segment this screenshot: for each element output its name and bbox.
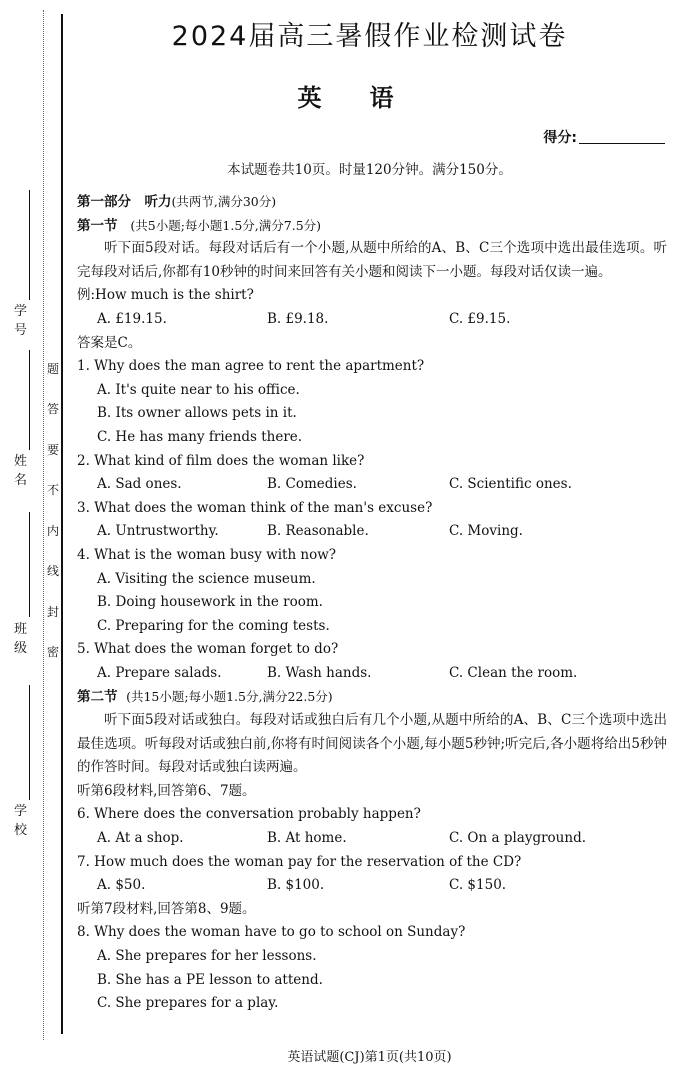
option-c: C. He has many friends there.: [97, 428, 303, 445]
option-c: C. Moving.: [449, 523, 523, 540]
margin-char: 号: [14, 323, 28, 338]
option-b: B. Its owner allows pets in it.: [97, 405, 297, 422]
margin-char: 级: [14, 641, 28, 656]
section2-note: (共15小题;每小题1.5分,满分22.5分): [126, 689, 333, 705]
option-b: B. Reasonable.: [267, 523, 369, 540]
option-c: C. She prepares for a play.: [97, 995, 279, 1012]
part-heading: 第一部分 听力: [77, 194, 172, 210]
option-c: C. On a playground.: [449, 830, 587, 847]
option-b: B. £9.18.: [267, 310, 329, 327]
seal-notice: [47, 360, 59, 660]
field-name: [14, 452, 27, 490]
question-2-options: [77, 473, 667, 497]
option-b: B. Doing housework in the room.: [97, 594, 323, 611]
option-b: B. Comedies.: [267, 476, 357, 493]
field-class: [14, 620, 27, 658]
margin-char: 线: [47, 564, 60, 579]
option-a: A. Prepare salads.: [97, 664, 222, 681]
part-note: (共两节,满分30分): [171, 194, 277, 209]
question-6: 6. Where does the conversation probably happen?: [77, 806, 421, 823]
page-footer: 英语试题(CJ)第1页(共10页): [287, 1050, 452, 1065]
margin-char: 答: [47, 402, 60, 417]
question-3-options: [77, 520, 667, 544]
material-6-note: 听第6段材料,回答第6、7题。: [77, 782, 256, 799]
score-label: 得分:: [543, 130, 577, 146]
field-line: [29, 512, 30, 617]
margin-char: 题: [47, 362, 60, 376]
question-3: 3. What does the woman think of the man's excuse?: [77, 499, 433, 516]
option-a: A. $50.: [97, 877, 146, 894]
section1-heading: 第一节: [77, 217, 118, 234]
question-7-options: [77, 874, 667, 898]
margin-char: 封: [47, 604, 60, 619]
option-a: A. It's quite near to his office.: [97, 381, 300, 398]
question-5: 5. What does the woman forget to do?: [77, 641, 339, 658]
section1-note: (共5小题;每小题1.5分,满分7.5分): [130, 217, 322, 233]
option-c: C. Clean the room.: [449, 664, 578, 681]
question-7: 7. How much does the woman pay for the reservation of the CD?: [77, 853, 522, 870]
field-school: [14, 802, 27, 840]
question-4: 4. What is the woman busy with now?: [77, 546, 337, 563]
option-a: A. At a shop.: [97, 830, 184, 847]
field-line: [29, 190, 30, 300]
section1-instructions: 听下面5段对话。每段对话后有一个小题,从题中所给的A、B、C三个选项中选出最佳选项。听完每段对话后,你都有10秒钟的时间来回答有关小题和阅读下一小题。每段对话仅读一遍。: [77, 240, 667, 280]
option-a: A. Visiting the science museum.: [97, 570, 316, 587]
field-student-id: [14, 302, 27, 340]
example-options: [77, 308, 667, 332]
margin-char: 内: [47, 523, 60, 538]
material-7-note: 听第7段材料,回答第8、9题。: [77, 900, 256, 917]
option-b: B. $100.: [267, 877, 325, 894]
question-1: 1. Why does the man agree to rent the apartment?: [77, 358, 425, 375]
option-a: A. Sad ones.: [97, 476, 182, 493]
exam-body: [77, 190, 667, 1016]
option-b: B. Wash hands.: [267, 664, 372, 681]
example-question: 例:How much is the shirt?: [77, 287, 254, 304]
section2-heading: 第二节: [77, 689, 118, 706]
margin-char: 班: [14, 622, 28, 637]
field-line: [29, 350, 30, 450]
section2-instructions: 听下面5段对话或独白。每段对话或独白后有几个小题,从题中所给的A、B、C三个选项中选出最佳选项。听每段对话或独白前,你将有时间阅读各个小题,每小题5秒钟;听完后,各小题将给出5秒钟的作答时间。每段对话或独白读两遍。: [77, 712, 667, 776]
option-b: B. At home.: [267, 830, 347, 847]
margin-char: 校: [14, 823, 28, 838]
exam-intro: 本试题卷共10页。时量120分钟。满分150分。: [227, 162, 512, 178]
question-2: 2. What kind of film does the woman like?: [77, 452, 365, 469]
margin-char: 名: [14, 473, 28, 488]
option-a: A. Untrustworthy.: [97, 523, 219, 540]
option-a: A. £19.15.: [97, 310, 167, 327]
option-a: A. She prepares for her lessons.: [97, 948, 317, 964]
option-b: B. She has a PE lesson to attend.: [97, 971, 323, 988]
example-answer: 答案是C。: [77, 334, 142, 351]
margin-char: 姓: [14, 454, 28, 469]
margin-char: 要: [47, 442, 60, 457]
option-c: C. £9.15.: [449, 310, 511, 327]
field-line: [29, 685, 30, 800]
option-c: C. $150.: [449, 877, 507, 894]
margin-char: 不: [47, 483, 60, 498]
question-5-options: [77, 662, 667, 686]
option-c: C. Preparing for the coming tests.: [97, 617, 330, 634]
score-blank: [579, 143, 665, 144]
question-6-options: [77, 827, 667, 851]
exam-title: 2024届高三暑假作业检测试卷: [171, 21, 568, 52]
margin-char: 密: [47, 644, 60, 659]
margin-char: 学: [14, 804, 28, 819]
subject-title: 英语: [297, 84, 442, 112]
margin-char: 学: [14, 304, 28, 319]
option-c: C. Scientific ones.: [449, 476, 572, 493]
question-8: 8. Why does the woman have to go to school on Sunday?: [77, 924, 466, 941]
score-field: [543, 127, 665, 147]
